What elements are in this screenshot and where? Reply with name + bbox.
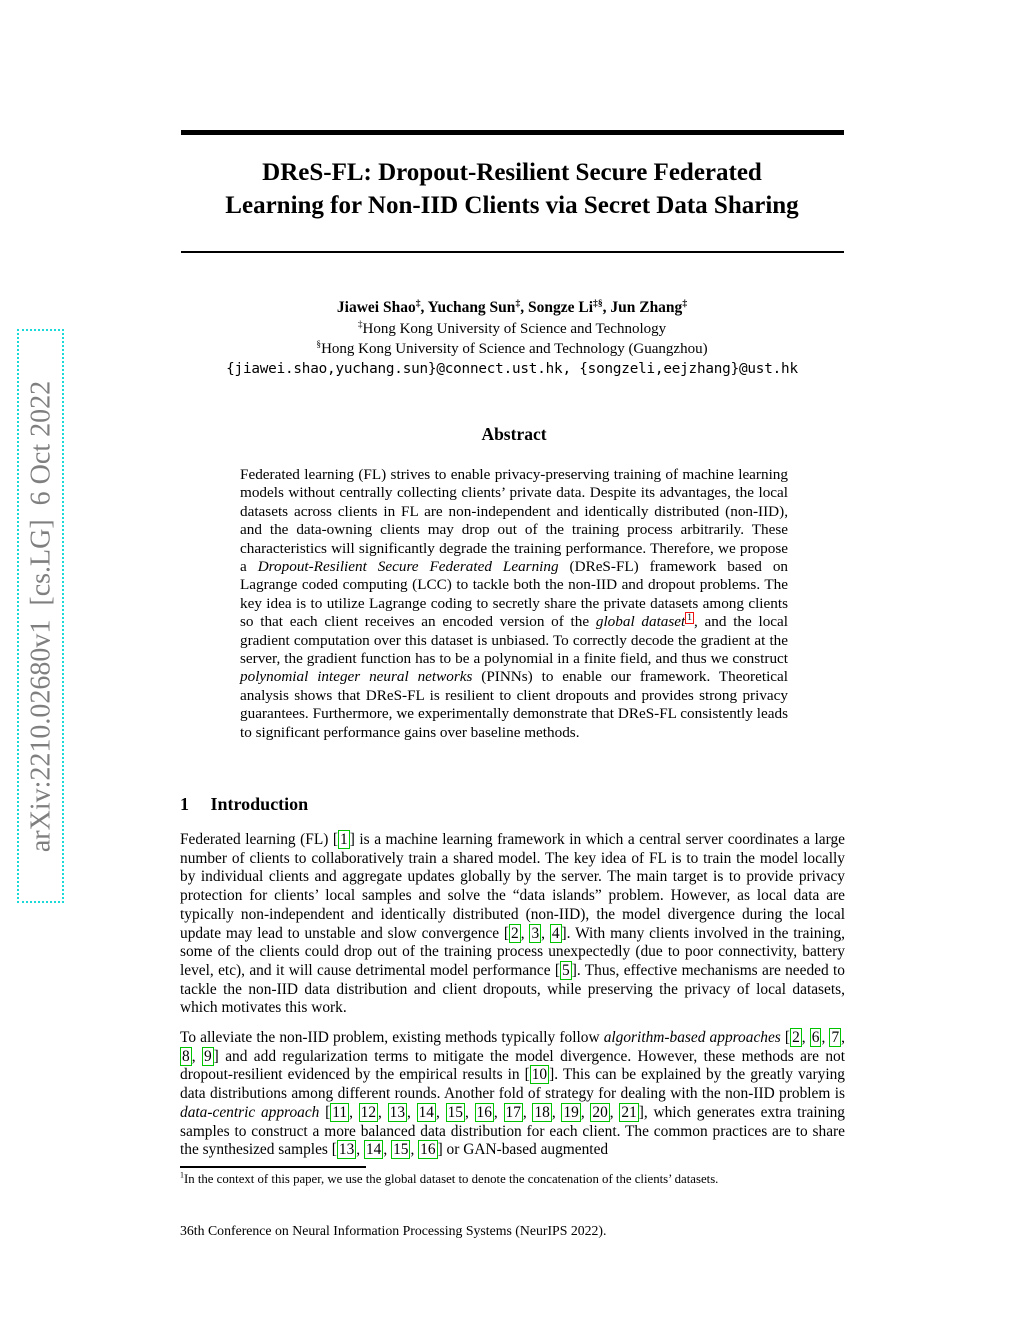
citation-link[interactable]: 12 <box>360 1103 377 1121</box>
arxiv-watermark-text: arXiv:2210.02680v1 [cs.LG] 6 Oct 2022 <box>25 380 56 852</box>
citation-link[interactable]: 16 <box>420 1141 436 1159</box>
paper-title <box>180 156 844 222</box>
citation-link[interactable]: 2 <box>792 1029 800 1046</box>
citation-link[interactable]: 9 <box>203 1047 212 1065</box>
citation-link[interactable]: 3 <box>531 924 540 942</box>
top-rule <box>181 130 844 135</box>
abstract-heading: Abstract <box>481 424 547 444</box>
citation-link[interactable]: 7 <box>831 1029 840 1046</box>
intro-paragraph-2: To alleviate the non-IID problem, existing methods typically follow algorithm-based approaches [ 2 , 6 , 7 , 8 , 9 ] and add regularization terms to mitigate the model divergence. However, these methods are not dropout-resilient evidenced by the empirical results in [ 10 ]. This can be explained by the greatly varying data distributions among different rounds. Another fold of strategy for dealing with the non-IID problem is data-centric approach [ 11 , 12 , 13 , 14 , 15 , 16 , 17 , 18 , 19 , 20 , 21 ], which generates extra training samples to construct a more balanced data distribution for each client. The common practices are to share the synthesized samples [ 13 , 14 , 15 , 16 ] or GAN-based augmented <box>180 1029 845 1159</box>
abstract-text: Federated learning (FL) strives to enable privacy-preserving training of machine learning models without centrally collecting clients’ private data. Despite its advantages, the local datasets across clients in FL are non-independent and identically distributed (non-IID), and the data-owning clients may drop out of the training process arbitrarily. These characteristics will significantly degrade the training performance. Therefore, we propose a Dropout-Resilient Secure Federated Learning (DReS-FL) framework based on Lagrange coded computing (LCC) to tackle both the non-IID and dropout problems. The key idea is to utilize Lagrange coding to secretly share the private datasets among clients so that each client receives an encoded version of the global dataset $^1$ , and the local gradient computation over this dataset is unbiased. To correctly decode the gradient at the server, the gradient function has to be a polynomial in a finite field, and thus we construct polynomial integer neural networks (PINNs) to enable our framework. Theoretical analysis shows that DReS-FL is resilient to client dropouts and provides strong privacy guarantees. Furthermore, we experimentally demonstrate that DReS-FL consistently leads to significant performance gains over baseline methods. <box>240 466 789 741</box>
citation-link[interactable]: 20 <box>592 1103 608 1121</box>
section-number: 1 <box>180 794 189 814</box>
footnote-link[interactable]: 1 <box>687 613 692 624</box>
section-heading-introduction <box>180 794 308 815</box>
citation-link[interactable]: 1 <box>340 831 348 848</box>
citation-link[interactable]: 13 <box>389 1103 406 1121</box>
citation-link[interactable]: 14 <box>418 1103 434 1121</box>
footnote-rule <box>180 1166 366 1168</box>
citation-link[interactable]: 5 <box>562 961 570 979</box>
affiliation-2: §Hong Kong University of Science and Technology (Guangzhou) <box>316 340 708 357</box>
author-emails: {jiawei.shao,yuchang.sun}@connect.ust.hk, {songzeli,eejzhang}@ust.hk <box>226 361 798 377</box>
citation-link[interactable]: 14 <box>365 1141 382 1159</box>
citation-link[interactable]: 19 <box>563 1103 579 1121</box>
citation-link[interactable]: 8 <box>182 1047 190 1065</box>
citation-link[interactable]: 17 <box>505 1103 521 1121</box>
intro-paragraph-1: Federated learning (FL) [ 1 ] is a machine learning framework in which a central server coordinates a large number of clients to collaboratively train a shared model. The key idea of FL is to train the model locally by individual clients and aggregate updates globally by the server. The main target is to provide privacy protection for clients’ local samples and solve the “data islands” problem. However, as local data are typically non-independent and identically distributed (non-IID), the model divergence during the local update may lead to unstable and slow convergence [ 2 , 3 , 4 ]. With many clients involved in the training, some of the clients could drop out of the training process unexpectedly (due to poor connectivity, battery level, etc), and it will cause detrimental model performance [ 5 ]. Thus, effective mechanisms are needed to tackle the non-IID data distribution and client dropouts, while preserving the privacy of local datasets, which motivates this work. <box>180 831 845 1017</box>
citation-link[interactable]: 11 <box>332 1103 348 1121</box>
arxiv-watermark <box>17 329 64 903</box>
citation-link[interactable]: 21 <box>621 1103 637 1121</box>
author-block <box>180 297 844 379</box>
citation-link[interactable]: 15 <box>393 1141 409 1159</box>
footnote-text: $^1$In the context of this paper, we use the global dataset to denote the concatenation of the clients’ datasets. <box>180 1170 719 1186</box>
citation-link[interactable]: 18 <box>534 1103 550 1121</box>
author-names: Jiawei Shao‡, Yuchang Sun‡, Songze Li‡§, Jun Zhang‡ <box>336 297 688 316</box>
affiliation-1: ‡Hong Kong University of Science and Technology <box>357 320 667 337</box>
paper-title-line2: Learning for Non-IID Clients via Secret Data Sharing <box>225 192 799 219</box>
citation-link[interactable]: 6 <box>811 1029 820 1046</box>
citation-link[interactable]: 13 <box>338 1141 355 1159</box>
citation-link[interactable]: 4 <box>551 924 560 942</box>
title-separator-rule <box>181 251 844 253</box>
citation-link[interactable]: 15 <box>447 1103 463 1121</box>
conference-footer: 36th Conference on Neural Information Processing Systems (NeurIPS 2022). <box>180 1223 607 1238</box>
citation-link[interactable]: 16 <box>476 1103 492 1121</box>
section-label: Introduction <box>210 794 309 814</box>
citation-link[interactable]: 10 <box>531 1066 548 1084</box>
citation-link[interactable]: 2 <box>511 924 519 942</box>
paper-title-line1: DReS-FL: Dropout-Resilient Secure Federated <box>262 159 762 186</box>
